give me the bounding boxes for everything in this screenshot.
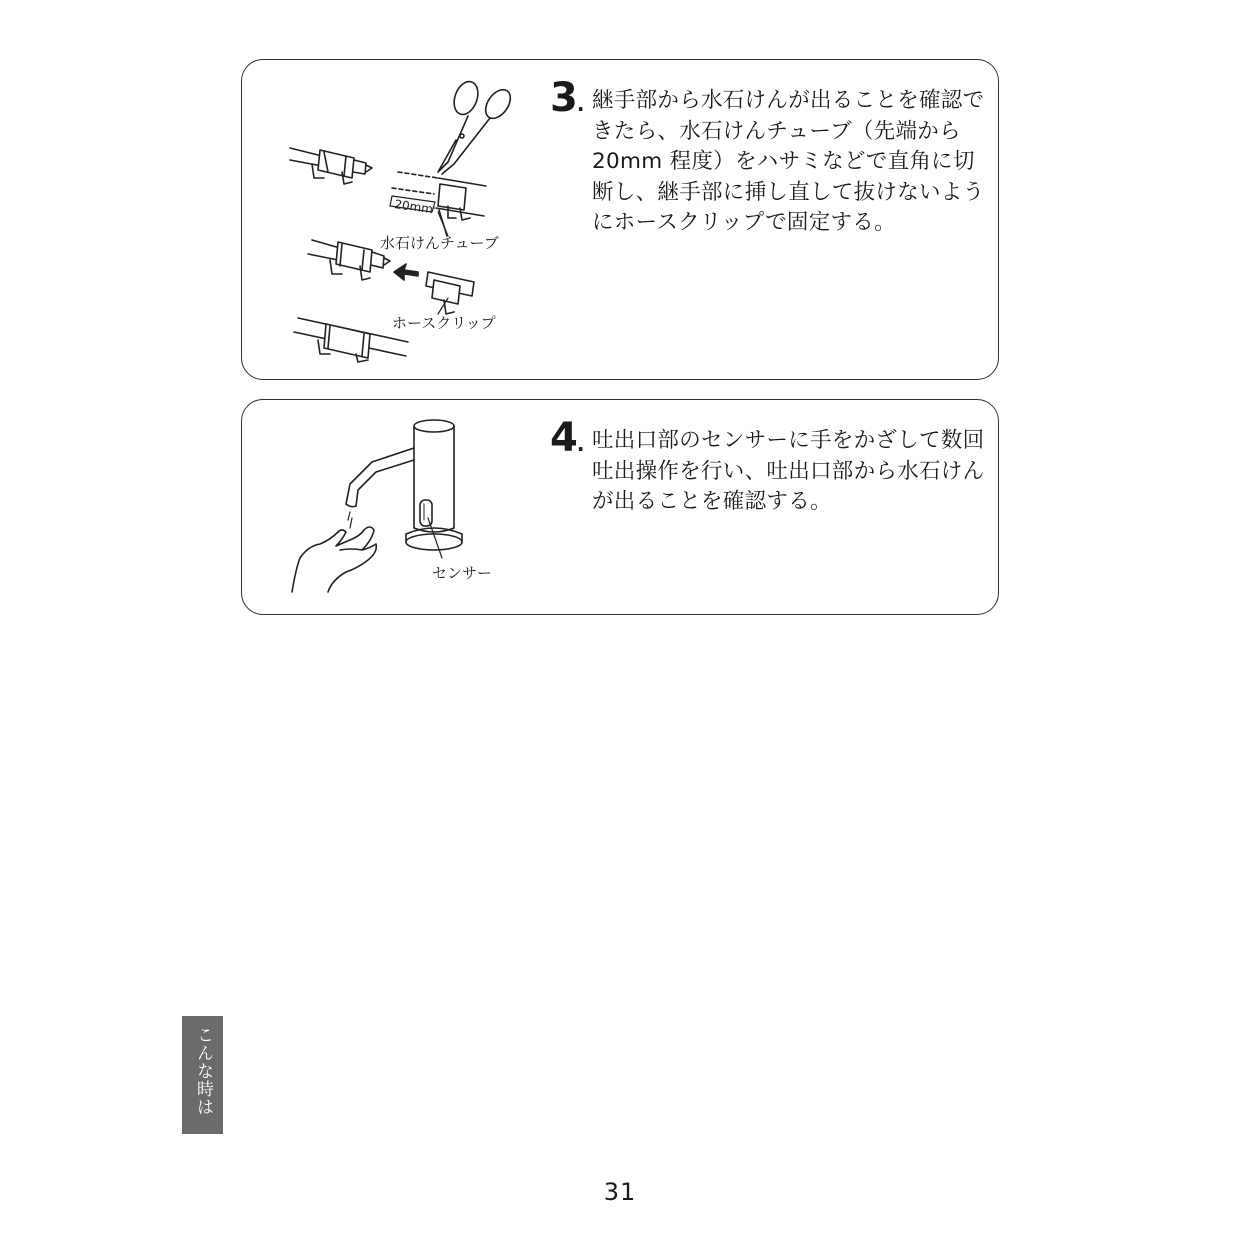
arrow-left-icon [394, 264, 418, 280]
step-number: 4. [550, 415, 584, 461]
section-tab: こんな時は [182, 1016, 223, 1134]
page-number: 31 [603, 1178, 637, 1206]
sensor-window [420, 500, 432, 526]
cut-region-illustration [390, 172, 486, 236]
dispenser-illustration [242, 400, 542, 615]
hose-clip-label: ホースクリップ [392, 314, 496, 332]
hand-icon [292, 527, 376, 592]
step-instruction: 継手部から水石けんが出ることを確認できたら、水石けんチューブ（先端から 20mm 程度）をハサミなどで直角に切断し、継手部に挿し直して抜けないようにホースクリップで固定する。 [592, 88, 985, 235]
step-3-panel [241, 59, 999, 380]
tube-label: 水石けんチューブ [380, 234, 499, 252]
svg-text:20mm: 20mm [393, 197, 434, 217]
sensor-label: センサー [432, 564, 493, 582]
scissors-icon [438, 78, 515, 174]
step-number: 3. [550, 75, 584, 121]
joint-bottom-illustration [294, 318, 408, 362]
soap-drops-icon [348, 512, 352, 528]
step-4-panel [241, 399, 999, 615]
joint-top-illustration [290, 148, 372, 184]
step-instruction: 吐出口部のセンサーに手をかざして数回吐出操作を行い、吐出口部から水石けんが出ることを確認する。 [592, 428, 985, 514]
